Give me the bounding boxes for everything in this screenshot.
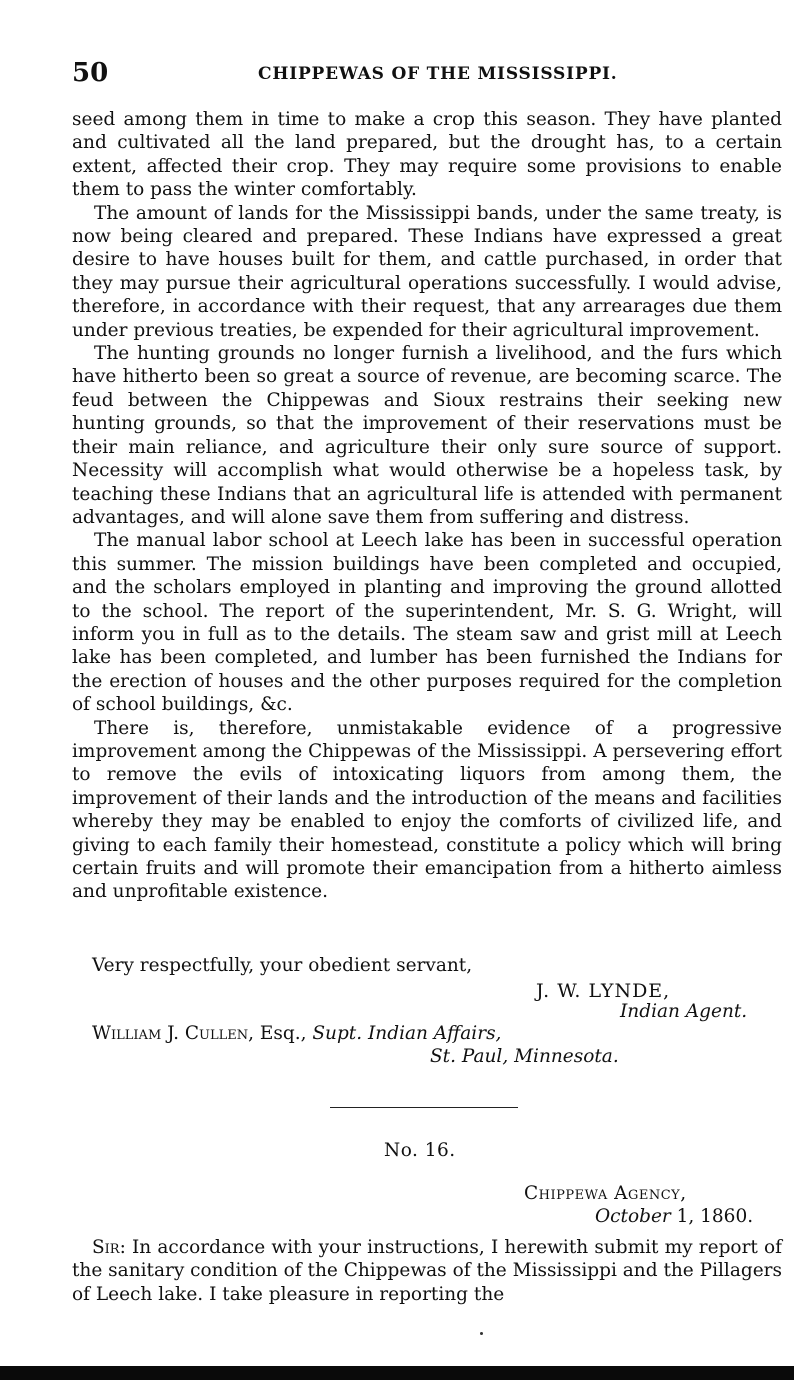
date-rest: 1, 1860. — [670, 1206, 754, 1227]
addressee-name: William J. Cullen — [92, 1023, 249, 1044]
page-number: 50 — [72, 58, 109, 88]
report-opening — [72, 1236, 782, 1306]
page-header — [72, 58, 782, 90]
paragraph-1: seed among them in time to make a crop this season. They have planted and cultivated all the land prepared, but the drought has, to a certain extent, affected their crop. They may require some provisions to enable them to pass the winter comfortably. — [72, 109, 782, 201]
addressee-place: St. Paul, Minnesota. — [430, 1046, 619, 1067]
report-opening-paragraph — [72, 1236, 782, 1306]
paragraph-4: The manual labor school at Leech lake has been in successful operation this summer. The mission buildings have been completed and occupied, and the scholars employed in planting and improving the ground allotted to the school. The report of the superintendent, Mr. S. G. Wright, will inform you in full as to the details. The steam saw and grist mill at Leech lake has been completed, and lumber has been furnished the Indians for the erection of houses and the other purposes required for the completion of school buildings, &c. — [72, 530, 782, 716]
print-speck — [480, 1332, 483, 1335]
agency-heading: Chippewa Agency, — [524, 1183, 687, 1204]
paragraph-3: The hunting grounds no longer furnish a livelihood, and the furs which have hitherto been so great a source of revenue, are becoming scarce. The feud between the Chippewas and Sioux restrains their seeking new hunting grounds, so that the improvement of their reservations must be their main reliance, and agriculture their only sure source of support. Necessity will accomplish what would otherwise be a hopeless task, by teaching these Indians that an agricultural life is attended with permanent advantages, and will alone save them from suffering and distress. — [72, 343, 782, 528]
addressee-office: Supt. Indian Affairs, — [312, 1023, 502, 1044]
signoff: Very respectfully, your obedient servant, — [92, 955, 473, 976]
document-number: No. 16. — [384, 1140, 456, 1161]
signer-title: Indian Agent. — [620, 1001, 748, 1022]
opening-text: In accordance with your instructions, I herewith submit my report of the sanitary condition of the Chippewas of the Mississippi and the Pillagers of Leech lake. I take pleasure in reporting the — [72, 1237, 782, 1305]
paragraph-2: The amount of lands for the Mississippi bands, under the same treaty, is now being cleared and prepared. These Indians have expressed a great desire to have houses built for them, and cattle purchased, in order that they may pursue their agricultural operations successfully. I would advise, therefore, in accordance with their request, that any arrearages due them under previous treaties, be expended for their agricultural improvement. — [72, 202, 782, 341]
section-divider — [330, 1107, 518, 1108]
running-head: CHIPPEWAS OF THE MISSISSIPPI. — [258, 64, 618, 84]
paragraph-5: There is, therefore, unmistakable evidence of a progressive improvement among the Chippewas of the Mississippi. A persevering effort to remove the evils of intoxicating liquors from among them, the improvement of their lands and the introduction of the means and facilities whereby they may be enabled to enjoy the comforts of civilized life, and giving to each family their homestead, constitute a policy which will bring certain fruits and will promote their emancipation from a hitherto aimless and unprofitable existence. — [72, 717, 782, 903]
letter-date — [595, 1206, 753, 1227]
date-month: October — [595, 1206, 671, 1227]
addressee-suffix: , Esq., — [248, 1023, 313, 1044]
salutation: Sir: — [92, 1237, 126, 1258]
scan-edge-band — [0, 1366, 794, 1380]
signer-name: J. W. LYNDE, — [536, 980, 671, 1002]
addressee-line — [92, 1023, 501, 1044]
letter-body — [72, 108, 782, 904]
